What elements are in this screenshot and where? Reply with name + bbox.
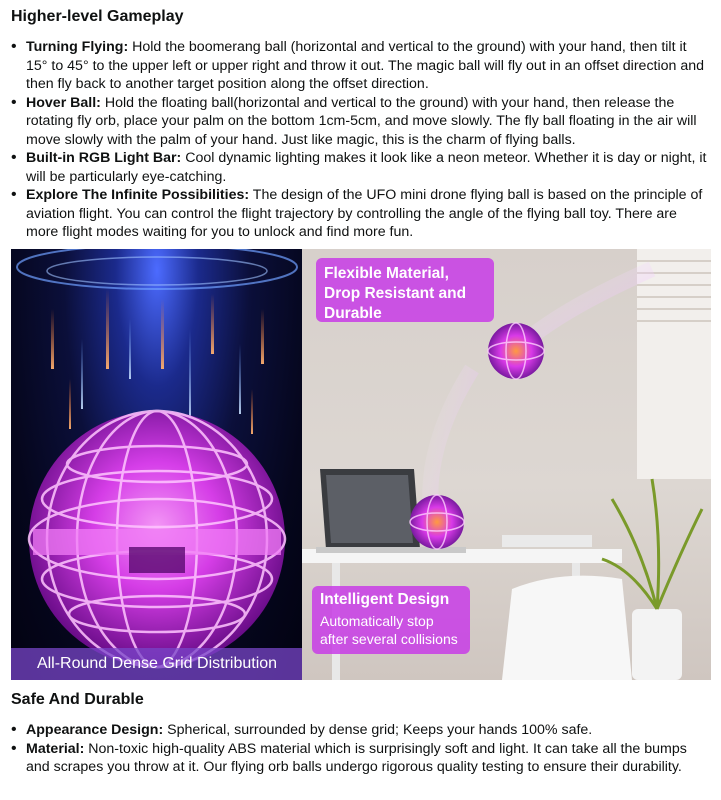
feature-label-subtitle: Automatically stop after several collisions [320,613,458,647]
bullet-text: Cool dynamic lighting makes it look like a neon meteor. Whether it is day or night, it will be particularly eye-catching. [26,150,707,185]
bullet-text: Spherical, surrounded by dense grid; Keeps your hands 100% safe. [163,722,593,738]
bullet-text: Non-toxic high-quality ABS material which is surprisingly soft and light. It can take all the bumps and scrapes you throw at it. Our flying orb balls undergo rigorous quality testing to ensure their durability. [26,740,687,775]
gameplay-list [11,38,711,242]
list-item [11,740,711,777]
bullet-text: Hold the floating ball(horizontal and vertical to the ground) with your hand, then release the rotating fly orb, place your palm on the bottom 1cm-5cm, and move slowly. The fly ball floating in the air will move slowly with the palm of your hand. Just like magic, this is the charm of flying balls. [26,94,697,148]
bullet-term: Explore The Infinite Possibilities: [26,187,250,203]
bullet-term: Material: [26,740,85,757]
list-item [11,94,711,150]
bullet-term: Built-in RGB Light Bar: [26,150,182,166]
bullet-term: Hover Ball: [26,94,101,111]
orb-illustration [11,249,303,680]
list-item [11,149,711,186]
section-title-gameplay: Higher-level Gameplay [11,8,184,25]
feature-label-flexible-material: Flexible Material, Drop Resistant and Durable [316,258,494,322]
bullet-term: Turning Flying: [26,39,129,55]
feature-label-title: Intelligent Design [320,591,450,608]
bullet-term: Appearance Design: [26,722,164,738]
safety-list [11,721,711,777]
list-item [11,38,711,94]
list-item [11,186,711,242]
product-image-room-scene [302,249,711,680]
feature-label-intelligent-design [312,586,470,654]
product-image-orb-closeup [11,249,303,680]
list-item [11,721,711,740]
bullet-text: The design of the UFO mini drone flying ball is based on the principle of aviation flight. You can control the flight trajectory by controlling the angle of the flying ball toy. There are more flight modes waiting for you to unlock and find more fun. [26,187,703,240]
image-caption-grid: All-Round Dense Grid Distribution [11,648,303,680]
bullet-text: Hold the boomerang ball (horizontal and vertical to the ground) with your hand, then tilt it 15° to 45° to the upper left or upper right and throw it out. The magic ball will fly out in an offset direction and then fly back to another target position along the offset direction. [26,39,705,92]
section-title-safe-durable: Safe And Durable [11,691,144,708]
